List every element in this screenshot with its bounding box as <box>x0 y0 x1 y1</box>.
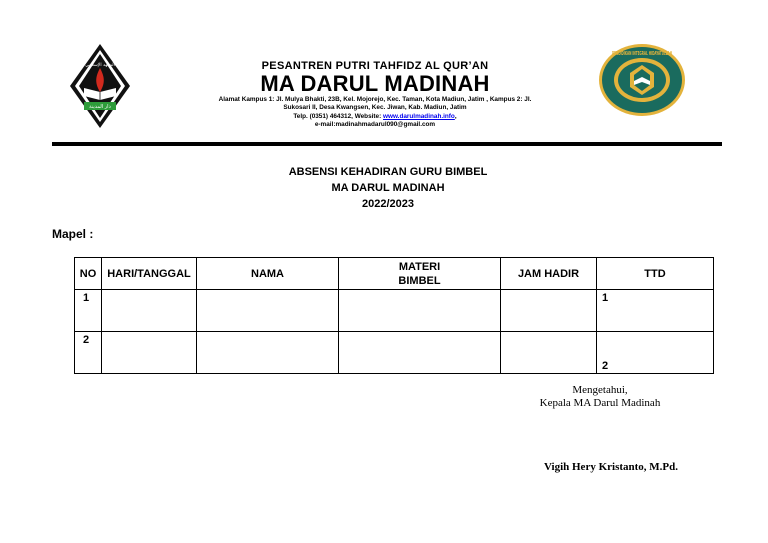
header-jam: JAM HADIR <box>501 258 597 290</box>
row-no: 2 <box>75 332 102 374</box>
row-name[interactable] <box>197 332 339 374</box>
header-no: NO <box>75 258 102 290</box>
address-line-2: Sukosari II, Desa Kwangsen, Kec. Jiwan, Kab. Madiun, Jatim <box>283 104 467 112</box>
row-date[interactable] <box>102 332 197 374</box>
attendance-table <box>74 257 714 374</box>
row-no: 1 <box>75 290 102 332</box>
row-materi[interactable] <box>339 332 501 374</box>
header-materi <box>339 258 501 290</box>
logo-right-text: PENDIDIKAN INTEGRAL HIDAYATULLAH <box>612 51 672 57</box>
logo-left-text: دار المدينة <box>89 104 111 110</box>
header-ttd: TTD <box>597 258 714 290</box>
school-subtitle: PESANTREN PUTRI TAHFIDZ AL QUR’AN <box>261 60 489 72</box>
logo-left-top-text: المعهد الإسلامي <box>85 63 115 68</box>
contact-line <box>200 113 550 121</box>
address-line-1: Alamat Kampus 1: Jl. Mulya Bhakti, 23B, Kel. Mojorejo, Kec. Taman, Kota Madiun, Jatim , Kampus 2: Jl. <box>218 96 532 103</box>
school-address <box>200 96 550 130</box>
email-text: e-mail:madinahmadarul090@gmail.com <box>314 121 436 129</box>
phone-text: Telp. (0351) 464312, Website: <box>293 112 383 120</box>
header-materi-line-1: MATERI <box>398 260 441 273</box>
approval-text: Mengetahui, <box>572 384 628 396</box>
table-header-row <box>75 258 714 290</box>
row-jam[interactable] <box>501 332 597 374</box>
row-materi[interactable] <box>339 290 501 332</box>
mapel-label: Mapel : <box>52 227 94 241</box>
title-line-1: ABSENSI KEHADIRAN GURU BIMBEL <box>288 166 488 178</box>
row-date[interactable] <box>102 290 197 332</box>
title-line-2: MA DARUL MADINAH <box>331 182 445 194</box>
row-ttd[interactable]: 2 <box>597 332 714 374</box>
website-link[interactable]: www.darulmadinah.info <box>383 112 455 120</box>
header-date: HARI/TANGGAL <box>102 258 197 290</box>
row-name[interactable] <box>197 290 339 332</box>
signer-name: Vigih Hery Kristanto, M.Pd. <box>543 461 679 473</box>
school-logo-right <box>598 43 686 117</box>
table-row <box>75 332 714 374</box>
row-ttd[interactable]: 1 <box>597 290 714 332</box>
header-name: NAMA <box>197 258 339 290</box>
title-line-3: 2022/2023 <box>362 198 414 210</box>
signature-block <box>500 384 700 410</box>
table-row <box>75 290 714 332</box>
school-logo-left <box>70 44 130 128</box>
school-name: MA DARUL MADINAH <box>260 71 490 96</box>
header-materi-line-2: BIMBEL <box>398 274 441 287</box>
phone-suffix: , <box>454 112 457 120</box>
row-jam[interactable] <box>501 290 597 332</box>
header-divider <box>52 142 722 146</box>
document-title <box>200 164 576 212</box>
signer-position: Kepala MA Darul Madinah <box>539 397 661 409</box>
